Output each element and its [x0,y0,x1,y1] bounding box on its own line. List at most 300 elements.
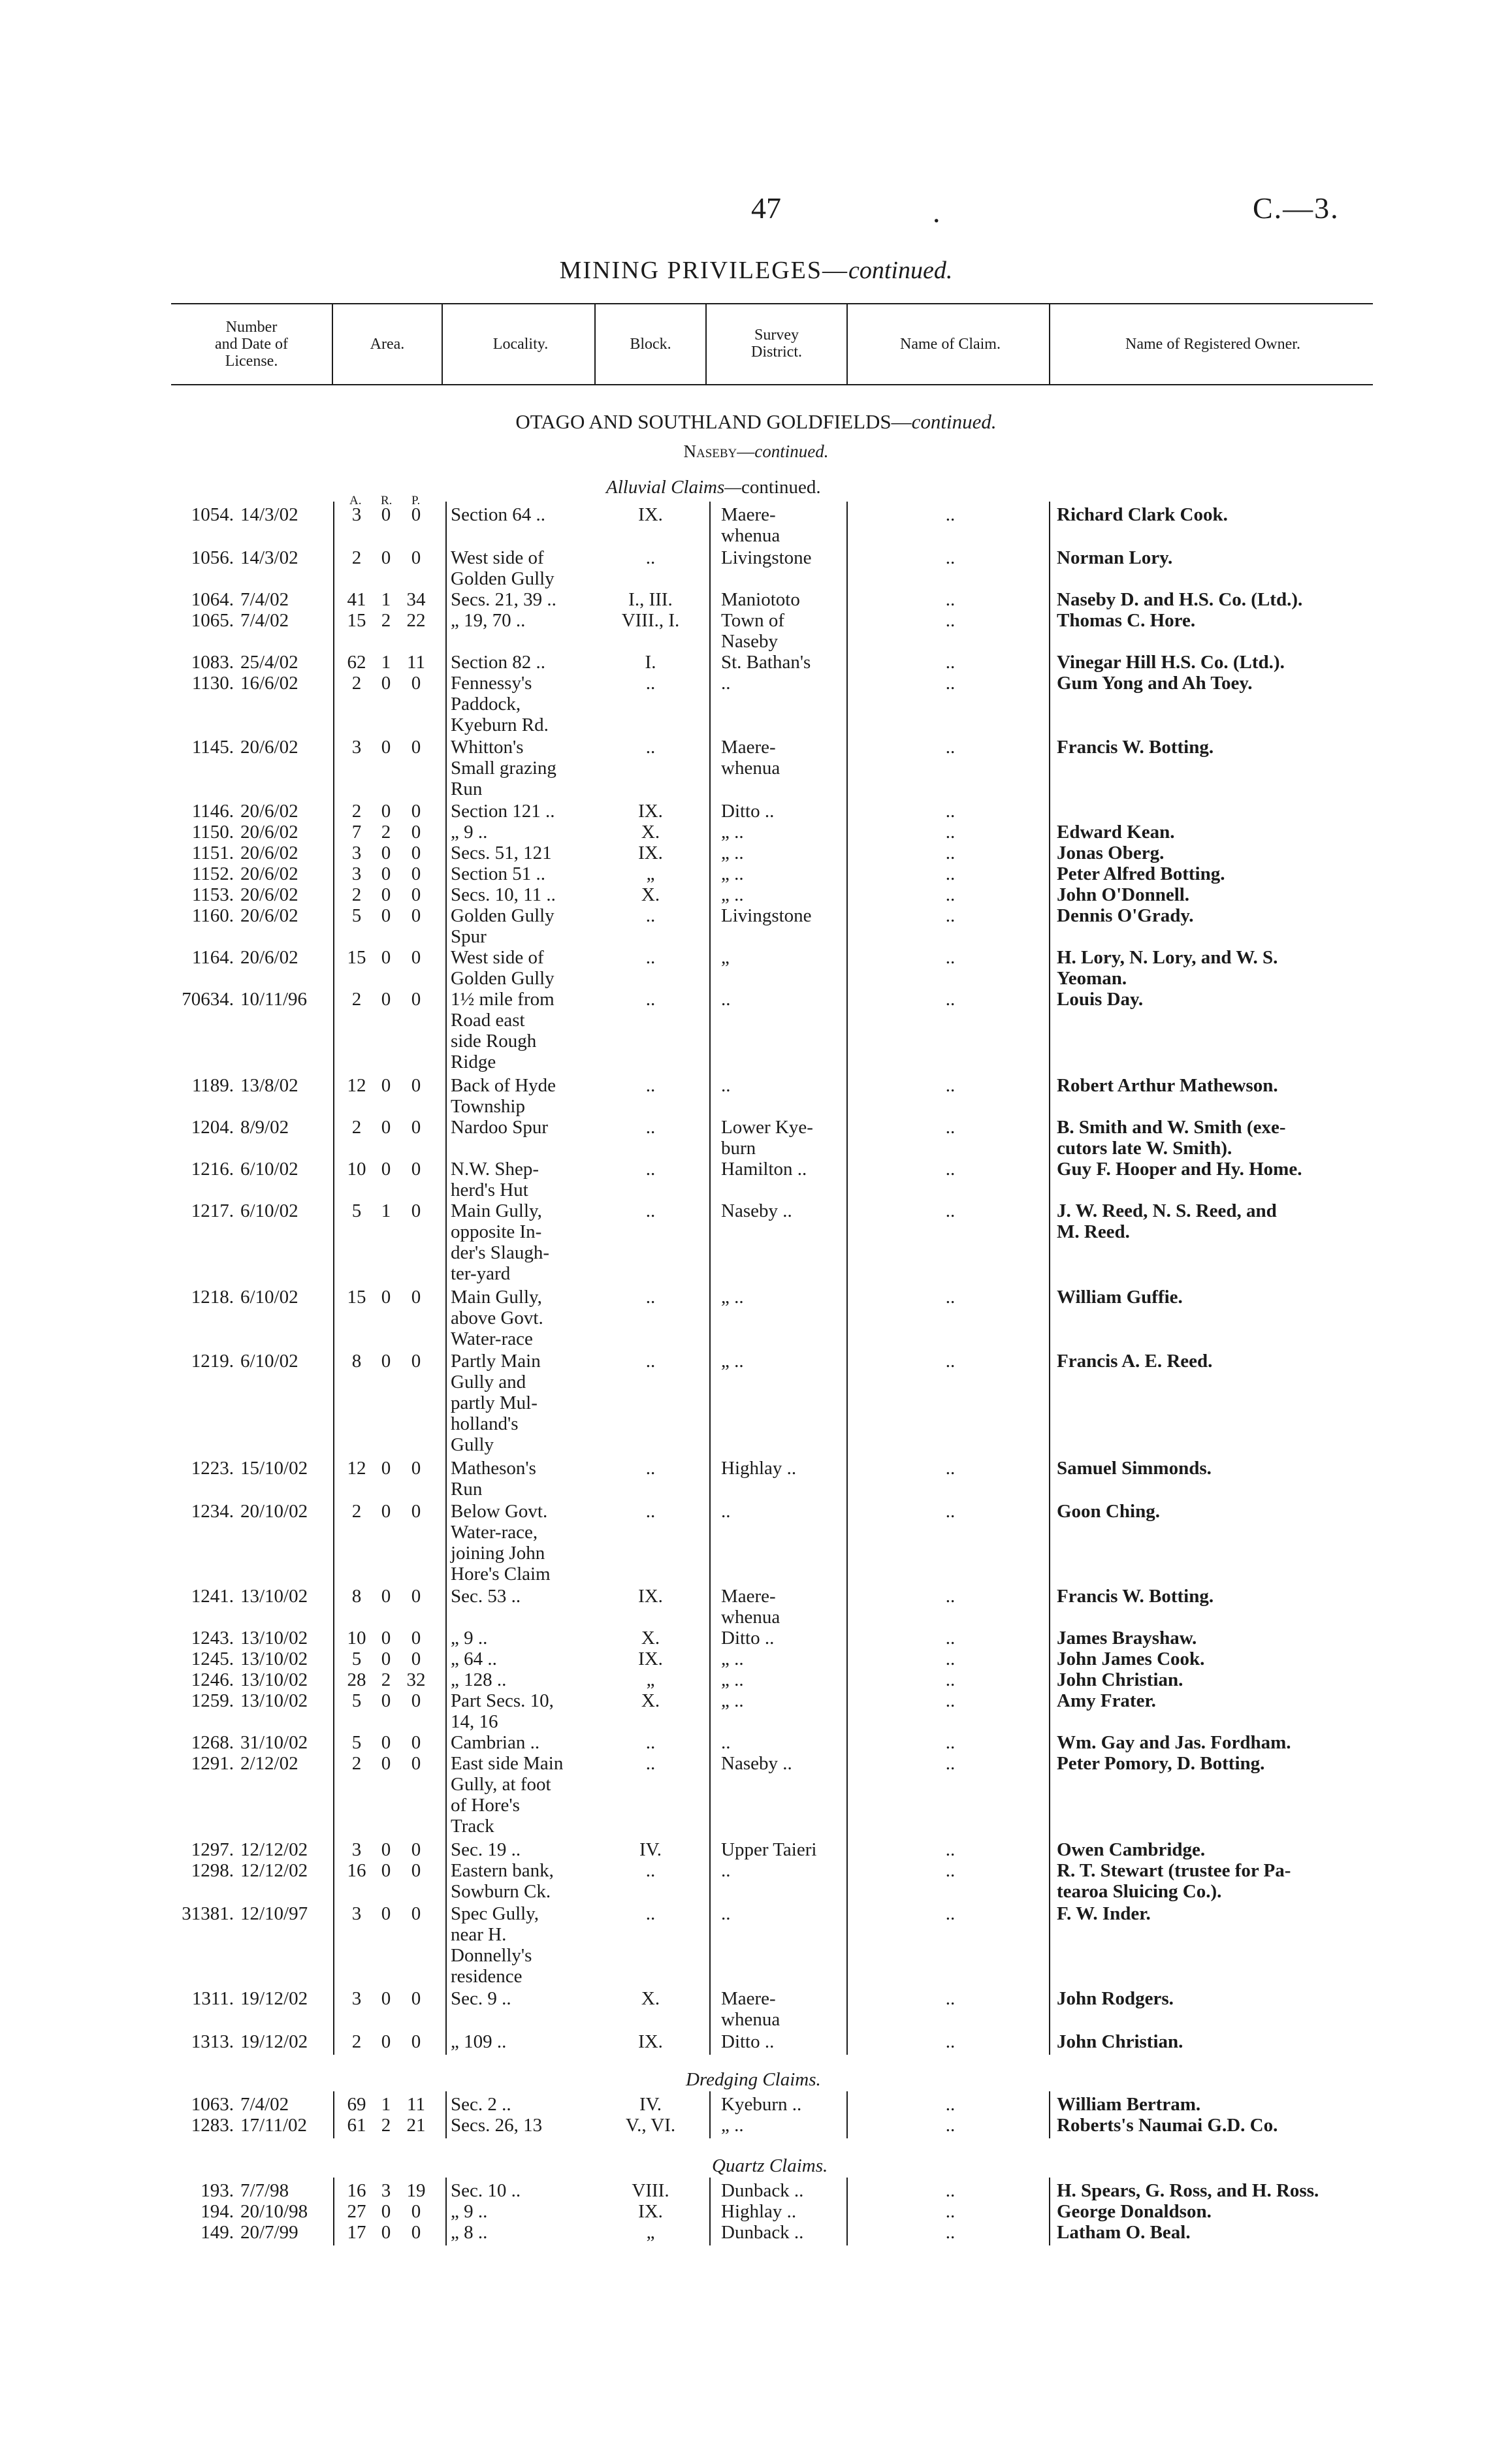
cell-loc: Main Gully, above Govt. Water-race [451,1287,543,1349]
cell-date: 14/3/02 [240,547,298,568]
cell-owner: William Guffie. [1057,1287,1183,1308]
cell-claim: .. [945,1586,956,1607]
cell-claim: .. [945,2222,956,2243]
cell-date: 6/10/02 [240,1159,298,1180]
cell-num: 1298. [191,1860,234,1881]
cell-r: 0 [381,1159,391,1180]
cell-p: 0 [411,863,421,884]
cell-r: 0 [381,843,391,863]
cell-claim: .. [945,737,956,758]
cell-p: 0 [411,1501,421,1522]
column-rule [846,2091,848,2138]
cell-claim: .. [945,1117,956,1138]
cell-claim: .. [945,989,956,1010]
cell-date: 31/10/02 [240,1732,308,1753]
cell-owner: Norman Lory. [1057,547,1173,568]
cell-block: IV. [639,1839,662,1860]
cell-loc: Cambrian .. [451,1732,540,1753]
cell-r: 1 [381,2094,391,2115]
cell-date: 15/10/02 [240,1458,308,1479]
cell-survey: Maere- whenua [721,1988,780,2030]
cell-block: IX. [638,2201,663,2222]
cell-p: 0 [411,1117,421,1138]
cell-r: 0 [381,504,391,525]
cell-num: 1243. [191,1628,234,1649]
cell-block: V., VI. [625,2115,676,2136]
cell-loc: Section 51 .. [451,863,545,884]
cell-survey: Maere- whenua [721,737,780,779]
cell-p: 0 [411,843,421,863]
cell-num: 1223. [191,1458,234,1479]
cell-owner: Samuel Simmonds. [1057,1458,1212,1479]
cell-survey: „ .. [721,1690,744,1711]
column-rule [333,2178,334,2245]
cell-date: 19/12/02 [240,2031,308,2052]
cell-claim: .. [945,2180,956,2201]
cell-owner: John Christian. [1057,1669,1183,1690]
cell-a: 2 [351,2031,362,2052]
cell-claim: .. [945,1839,956,1860]
column-header-block: Block. [630,336,671,353]
cell-r: 1 [381,652,391,673]
cell-loc: Secs. 21, 39 .. [451,589,556,610]
cell-a: 5 [351,1732,362,1753]
cell-a: 16 [347,2180,366,2201]
cell-r: 0 [381,737,391,758]
cell-owner: Roberts's Naumai G.D. Co. [1057,2115,1278,2136]
cell-p: 0 [411,1351,421,1372]
cell-owner: H. Spears, G. Ross, and H. Ross. [1057,2180,1319,2201]
cell-p: 0 [411,822,421,843]
district-heading: Naseby—continued. [683,442,829,461]
cell-block: X. [641,1628,660,1649]
cell-loc: Secs. 51, 121 [451,843,552,863]
cell-date: 20/6/02 [240,822,298,843]
cell-claim: .. [945,1649,956,1669]
cell-num: 149. [201,2222,234,2243]
cell-a: 10 [347,1159,366,1180]
cell-r: 0 [381,801,391,822]
cell-a: 3 [351,737,362,758]
cell-a: 15 [347,610,366,631]
cell-block: IX. [638,2031,663,2052]
cell-owner: Richard Clark Cook. [1057,504,1228,525]
cell-block: .. [645,1200,656,1221]
cell-loc: „ 9 .. [451,822,488,843]
cell-claim: .. [945,652,956,673]
cell-p: 0 [411,1649,421,1669]
cell-block: .. [645,1075,656,1096]
cell-claim: .. [945,1458,956,1479]
cell-loc: West side of Golden Gully [451,547,555,589]
cell-block: .. [645,1458,656,1479]
cell-loc: Section 121 .. [451,801,555,822]
cell-date: 14/3/02 [240,504,298,525]
cell-a: 3 [351,1839,362,1860]
cell-r: 1 [381,1200,391,1221]
cell-a: 3 [351,1988,362,2009]
cell-owner: James Brayshaw. [1057,1628,1197,1649]
cell-r: 0 [381,863,391,884]
cell-r: 0 [381,989,391,1010]
cell-p: 22 [406,610,426,631]
cell-a: 62 [347,652,366,673]
cell-date: 17/11/02 [240,2115,308,2136]
cell-survey: Kyeburn .. [721,2094,802,2115]
cell-survey: „ .. [721,1287,744,1308]
cell-owner: John O'Donnell. [1057,884,1190,905]
cell-survey: „ .. [721,1669,744,1690]
cell-date: 20/10/98 [240,2201,308,2222]
cell-loc: Spec Gully, near H. Donnelly's residence [451,1903,539,1987]
cell-a: 8 [351,1586,362,1607]
cell-block: IX. [638,843,663,863]
cell-claim: .. [945,1988,956,2009]
cell-num: 1164. [191,947,234,968]
column-header-owner: Name of Registered Owner. [1125,336,1300,353]
cell-owner: Guy F. Hooper and Hy. Home. [1057,1159,1302,1180]
cell-claim: .. [945,1351,956,1372]
cell-date: 20/6/02 [240,863,298,884]
cell-date: 7/4/02 [240,589,289,610]
header-separator-line [442,303,443,384]
cell-loc: Whitton's Small grazing Run [451,737,556,799]
cell-survey: Maere- whenua [721,504,780,546]
column-rule [709,2091,711,2138]
cell-survey: Upper Taieri [721,1839,817,1860]
cell-block: .. [645,905,656,926]
parliamentary-reference: C.—3. [1253,191,1340,225]
cell-p: 0 [411,1732,421,1753]
goldfield-heading: OTAGO AND SOUTHLAND GOLDFIELDS—continued. [515,410,997,433]
cell-loc: Section 64 .. [451,504,545,525]
cell-survey: St. Bathan's [721,652,811,673]
cell-date: 6/10/02 [240,1351,298,1372]
cell-loc: Matheson's Run [451,1458,536,1500]
area-unit-perches: P. [411,494,421,507]
cell-block: .. [645,1117,656,1138]
cell-owner: Thomas C. Hore. [1057,610,1196,631]
cell-a: 3 [351,863,362,884]
cell-p: 0 [411,905,421,926]
cell-a: 5 [351,1690,362,1711]
cell-claim: .. [945,2201,956,2222]
cell-num: 1283. [191,2115,234,2136]
cell-survey: Hamilton .. [721,1159,807,1180]
cell-num: 1311. [191,1988,234,2009]
cell-survey: Highlay .. [721,2201,797,2222]
cell-survey: Town of Naseby [721,610,785,652]
cell-block: I. [645,652,656,673]
cell-block: .. [645,1732,656,1753]
column-rule [445,2091,447,2138]
cell-a: 10 [347,1628,366,1649]
cell-block: .. [645,947,656,968]
cell-date: 13/10/02 [240,1669,308,1690]
cell-p: 0 [411,737,421,758]
cell-loc: East side Main Gully, at foot of Hore's Track [451,1753,564,1837]
cell-p: 0 [411,989,421,1010]
cell-num: 1145. [191,737,234,758]
cell-p: 0 [411,1287,421,1308]
cell-num: 1153. [191,884,234,905]
cell-claim: .. [945,610,956,631]
column-rule [846,2178,848,2245]
cell-survey: „ .. [721,1351,744,1372]
cell-loc: Secs. 26, 13 [451,2115,543,2136]
cell-num: 1146. [191,801,234,822]
cell-num: 1245. [191,1649,234,1669]
cell-num: 1219. [191,1351,234,1372]
cell-r: 1 [381,589,391,610]
cell-owner: Robert Arthur Mathewson. [1057,1075,1278,1096]
cell-a: 15 [347,1287,366,1308]
cell-num: 1063. [191,2094,234,2115]
cell-date: 12/10/97 [240,1903,308,1924]
cell-date: 6/10/02 [240,1200,298,1221]
cell-date: 2/12/02 [240,1753,298,1774]
cell-owner: Jonas Oberg. [1057,843,1165,863]
cell-r: 0 [381,1649,391,1669]
cell-r: 0 [381,905,391,926]
cell-block: X. [641,822,660,843]
cell-p: 11 [407,652,425,673]
column-header-locality: Locality. [492,336,549,353]
cell-claim: .. [945,547,956,568]
cell-claim: .. [945,1732,956,1753]
cell-p: 0 [411,673,421,694]
cell-num: 1234. [191,1501,234,1522]
cell-claim: .. [945,863,956,884]
cell-num: 194. [201,2201,234,2222]
cell-a: 41 [347,589,366,610]
cell-num: 1268. [191,1732,234,1753]
cell-survey: Livingstone [721,547,812,568]
cell-r: 0 [381,547,391,568]
cell-p: 0 [411,1753,421,1774]
cell-r: 0 [381,1287,391,1308]
cell-p: 34 [406,589,426,610]
cell-r: 0 [381,1501,391,1522]
cell-r: 0 [381,1903,391,1924]
column-rule [846,502,848,2055]
cell-a: 28 [347,1669,366,1690]
cell-block: .. [645,547,656,568]
cell-block: X. [641,1988,660,2009]
cell-loc: Part Secs. 10, 14, 16 [451,1690,554,1732]
cell-date: 10/11/96 [240,989,308,1010]
cell-claim: .. [945,1753,956,1774]
cell-p: 0 [411,1159,421,1180]
cell-date: 13/10/02 [240,1690,308,1711]
cell-loc: „ 8 .. [451,2222,488,2243]
cell-r: 0 [381,2222,391,2243]
cell-loc: „ 128 .. [451,1669,507,1690]
cell-block: .. [645,1903,656,1924]
cell-a: 3 [351,504,362,525]
cell-block: VIII., I. [621,610,680,631]
header-separator-line [594,303,596,384]
cell-p: 0 [411,1586,421,1607]
cell-date: 12/12/02 [240,1860,308,1881]
cell-loc: Sec. 9 .. [451,1988,511,2009]
cell-loc: Partly Main Gully and partly Mul- holland's Gully [451,1351,541,1455]
cell-p: 0 [411,1988,421,2009]
cell-owner: H. Lory, N. Lory, and W. S. Yeoman. [1057,947,1278,989]
cell-a: 8 [351,1351,362,1372]
column-header-area: Area. [370,336,405,353]
cell-p: 0 [411,801,421,822]
cell-owner: Owen Cambridge. [1057,1839,1206,1860]
cell-claim: .. [945,2115,956,2136]
cell-survey: Dunback .. [721,2180,804,2201]
cell-num: 1217. [191,1200,234,1221]
cell-claim: .. [945,1669,956,1690]
cell-p: 0 [411,547,421,568]
cell-r: 0 [381,1586,391,1607]
cell-num: 193. [201,2180,234,2201]
cell-survey: .. [721,1860,731,1881]
cell-block: X. [641,884,660,905]
cell-block: .. [645,989,656,1010]
cell-claim: .. [945,1903,956,1924]
cell-a: 3 [351,1903,362,1924]
cell-survey: Lower Kye- burn [721,1117,813,1159]
cell-loc: „ 9 .. [451,2201,488,2222]
cell-survey: Livingstone [721,905,812,926]
cell-p: 11 [407,2094,425,2115]
cell-r: 0 [381,1628,391,1649]
cell-owner: Amy Frater. [1057,1690,1156,1711]
cell-a: 17 [347,2222,366,2243]
area-unit-roods: R. [381,494,393,507]
cell-survey: Dunback .. [721,2222,804,2243]
cell-loc: Eastern bank, Sowburn Ck. [451,1860,554,1902]
cell-num: 70634. [182,989,234,1010]
cell-claim: .. [945,884,956,905]
cell-r: 0 [381,1753,391,1774]
cell-owner: Vinegar Hill H.S. Co. (Ltd.). [1057,652,1285,673]
cell-survey: „ .. [721,884,744,905]
cell-p: 0 [411,947,421,968]
cell-p: 0 [411,1839,421,1860]
cell-a: 7 [351,822,362,843]
cell-num: 1259. [191,1690,234,1711]
cell-claim: .. [945,843,956,863]
cell-a: 12 [347,1458,366,1479]
cell-owner: Francis A. E. Reed. [1057,1351,1213,1372]
cell-r: 0 [381,1117,391,1138]
header-separator-line [846,303,848,384]
cell-p: 0 [411,504,421,525]
cell-survey: Maniototo [721,589,800,610]
cell-block: X. [641,1690,660,1711]
cell-date: 16/6/02 [240,673,298,694]
cell-num: 1218. [191,1287,234,1308]
cell-loc: Nardoo Spur [451,1117,549,1138]
cell-block: I., III. [628,589,673,610]
cell-claim: .. [945,905,956,926]
cell-r: 3 [381,2180,391,2201]
cell-survey: „ .. [721,822,744,843]
cell-loc: Sec. 10 .. [451,2180,521,2201]
cell-p: 0 [411,1860,421,1881]
cell-num: 1297. [191,1839,234,1860]
cell-claim: .. [945,947,956,968]
page-number: 47 [751,191,781,225]
cell-survey: „ .. [721,1649,744,1669]
cell-date: 7/4/02 [240,2094,289,2115]
cell-date: 20/6/02 [240,947,298,968]
column-rule [333,2091,334,2138]
cell-survey: .. [721,1903,731,1924]
cell-claim: .. [945,1501,956,1522]
cell-date: 7/7/98 [240,2180,289,2201]
cell-date: 20/6/02 [240,737,298,758]
cell-block: IX. [638,1649,663,1669]
cell-p: 0 [411,1200,421,1221]
cell-loc: „ 9 .. [451,1628,488,1649]
cell-num: 1130. [191,673,234,694]
cell-r: 2 [381,1669,391,1690]
cell-p: 21 [406,2115,426,2136]
cell-a: 2 [351,989,362,1010]
cell-r: 0 [381,1988,391,2009]
cell-block: .. [645,673,656,694]
cell-claim: .. [945,1860,956,1881]
cell-r: 0 [381,2031,391,2052]
cell-num: 1065. [191,610,234,631]
cell-loc: „ 109 .. [451,2031,507,2052]
cell-loc: Sec. 53 .. [451,1586,521,1607]
cell-num: 1054. [191,504,234,525]
cell-owner: Latham O. Beal. [1057,2222,1191,2243]
cell-num: 1313. [191,2031,234,2052]
cell-a: 16 [347,1860,366,1881]
cell-block: .. [645,737,656,758]
cell-loc: Below Govt. Water-race, joining John Hore's Claim [451,1501,551,1584]
cell-r: 0 [381,1351,391,1372]
cell-r: 0 [381,1690,391,1711]
cell-block: .. [645,1159,656,1180]
cell-r: 0 [381,947,391,968]
cell-r: 0 [381,1839,391,1860]
cell-r: 0 [381,1732,391,1753]
cell-r: 0 [381,673,391,694]
cell-date: 13/10/02 [240,1649,308,1669]
cell-claim: .. [945,673,956,694]
cell-a: 2 [351,884,362,905]
cell-loc: „ 19, 70 .. [451,610,526,631]
column-rule [445,2178,447,2245]
cell-num: 1152. [191,863,234,884]
cell-a: 2 [351,1753,362,1774]
cell-loc: 1½ mile from Road east side Rough Ridge [451,989,555,1072]
cell-owner: Wm. Gay and Jas. Fordham. [1057,1732,1291,1753]
cell-date: 8/9/02 [240,1117,289,1138]
column-rule [709,502,711,2055]
cell-block: IV. [639,2094,662,2115]
cell-owner: Louis Day. [1057,989,1144,1010]
cell-survey: Highlay .. [721,1458,797,1479]
cell-owner: George Donaldson. [1057,2201,1212,2222]
cell-r: 0 [381,1075,391,1096]
cell-survey: .. [721,1075,731,1096]
cell-survey: „ .. [721,2115,744,2136]
cell-survey: Naseby .. [721,1753,792,1774]
cell-claim: .. [945,1628,956,1649]
cell-owner: Francis W. Botting. [1057,737,1214,758]
